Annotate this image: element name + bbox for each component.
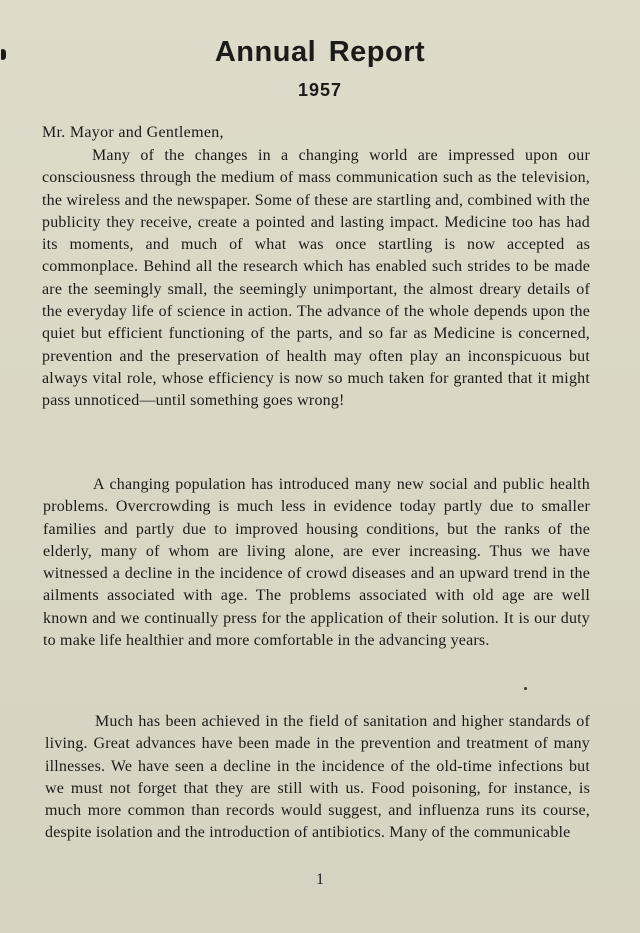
page-title: Annual Report [214,36,426,68]
paragraph-1: Many of the changes in a changing world are impressed upon our consciousness through the medium of mass communication such as the television, the wireless and the newspaper. Some of these are startling and, combined with the publicity they receive, create a pointed and lasting impact. Medicine too has had its moments, and much of what was once startling is now accepted as commonplace. Behind all the research which has enabled such strides to be made are the seemingly small, the seemingly unimportant, the almost dreary details of the everyday life of science in action. The advance of the whole depends upon the quiet but efficient functioning of the parts, and so far as Medicine is concerned, prevention and the preservation of health may often play an inconspicuous but always vital role, whose efficiency is now so much taken for granted that it might pass unnoticed—until something goes wrong! [42,147,590,410]
report-year: 1957 [297,80,343,100]
paragraph-2: A changing population has introduced many new social and public health problems. Overcrowding is much less in evidence today partly due to smaller families and partly due to improved housing conditions, but the ranks of the elderly, many of whom are living alone, are ever increasing. Thus we have witnessed a decline in the incidence of crowd diseases and an upward trend in the ailments associated with age. The problems associated with old age are well known and we continually press for the application of their solution. It is our duty to make life healthier and more comfortable in the advancing years. [43,476,590,650]
paragraph-3: Much has been achieved in the field of sanitation and higher standards of living. Great advances have been made in the prevention and treatment of many illnesses. We have seen a decline in the incidence of the old-time infections but we must not forget that they are still with us. Food poisoning, for instance, is much more common than records would suggest, and influenza runs its course, despite isolation and the introduction of antibiotics. Many of the communicable [45,713,590,842]
paper-speck [524,687,527,690]
salutation: Mr. Mayor and Gentlemen, [42,124,224,141]
page-number: 1 [316,871,324,888]
